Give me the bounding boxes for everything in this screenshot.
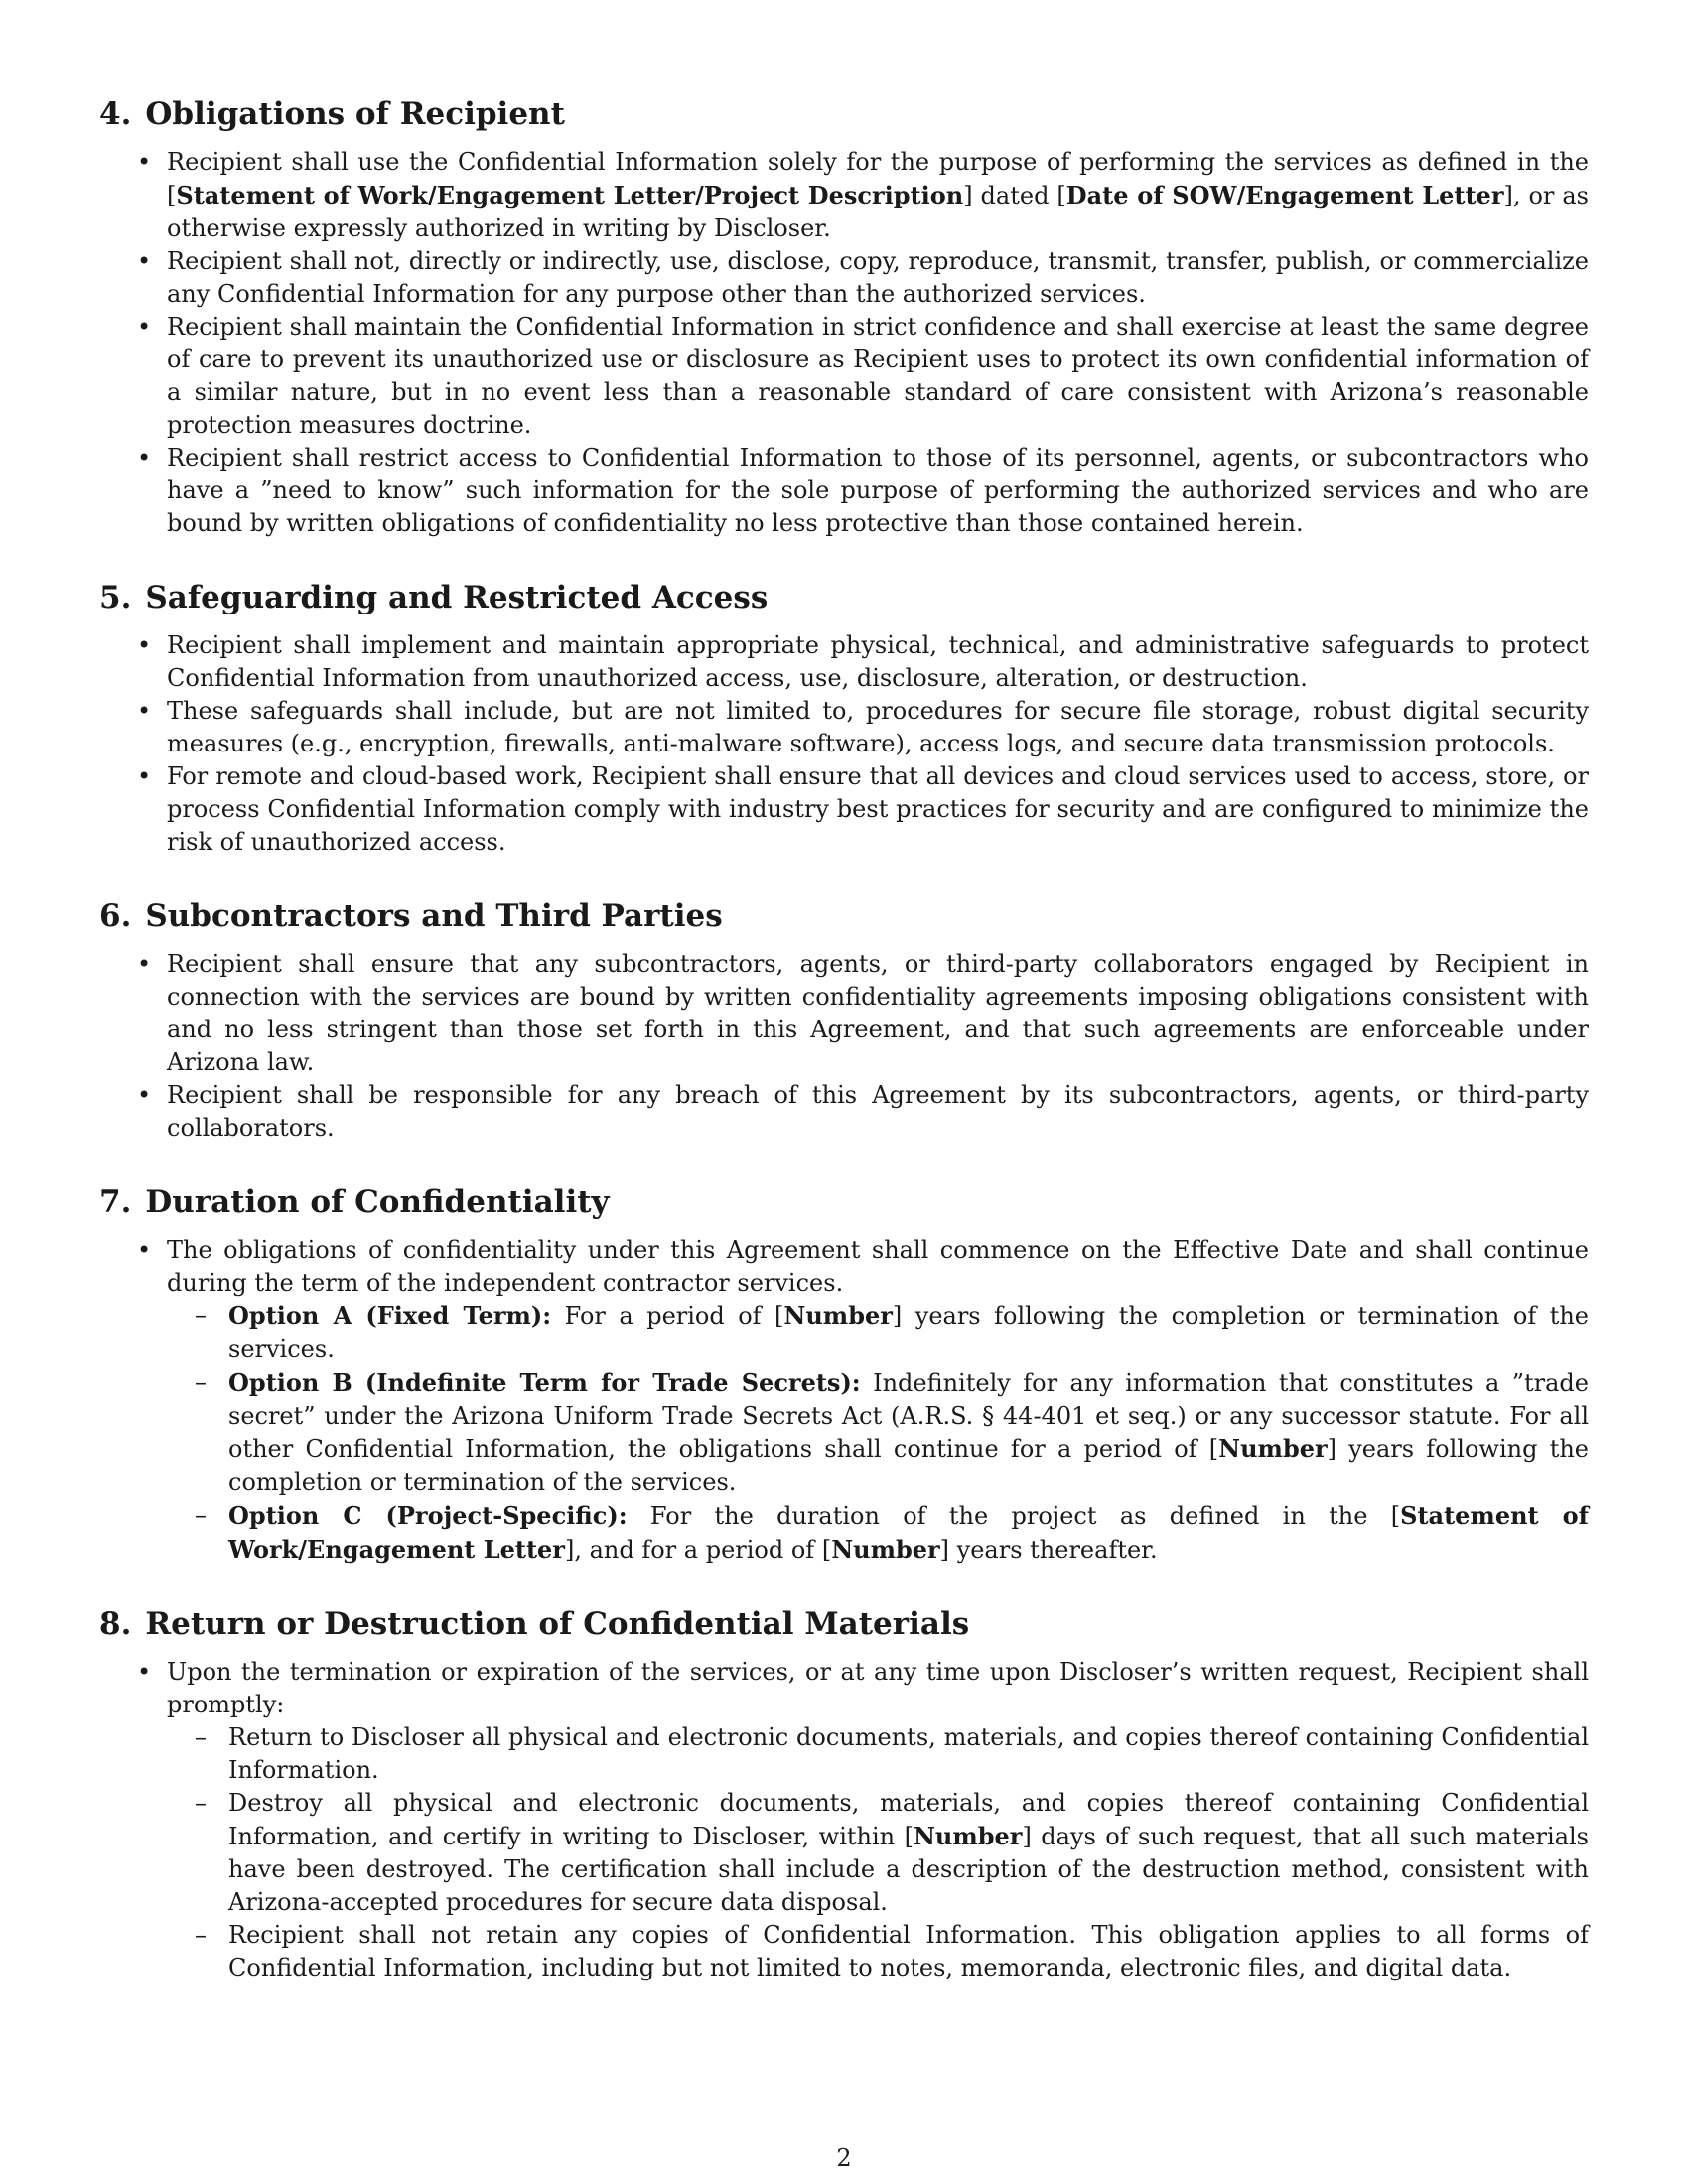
section-number: 8.: [99, 1606, 132, 1642]
section-5: [99, 578, 1589, 859]
text-run: Indefinitely for any information that constitutes a ”trade secret” under the Arizona Uniform Trade Secrets Act (A.R.S. § 44-401 et seq.) or any successor statute. For all other Confidential Information, the obligations shall continue for a period of [: [228, 1369, 1589, 1463]
list-item: [99, 1079, 1589, 1145]
bold-text: Date of SOW/Engagement Letter: [1065, 181, 1504, 209]
sub-list-item: [167, 1787, 1589, 1919]
text-run: Upon the termination or expiration of the services, or at any time upon Discloser’s written request, Recipient shall promptly:: [167, 1658, 1589, 1718]
section-heading: [99, 1604, 1589, 1644]
text-run: ] days of such request, that all such materials have been destroyed. The certification shall include a description of the destruction method, consistent with Arizona-accepted procedures for secure data disposal.: [228, 1823, 1589, 1916]
section-heading: [99, 578, 1589, 617]
text-run: ] years following the completion or termination of the services.: [228, 1435, 1589, 1496]
list-item: [99, 442, 1589, 540]
list-item: [99, 695, 1589, 760]
section-heading: [99, 94, 1589, 134]
section-heading: [99, 1182, 1589, 1222]
sub-list-item: [167, 1366, 1589, 1499]
text-run: For a period of [: [551, 1302, 784, 1330]
sub-list: [167, 1721, 1589, 1984]
list-item: [99, 146, 1589, 245]
text-run: For the duration of the project as defined in the [: [627, 1502, 1401, 1530]
bullet-list: [99, 629, 1589, 859]
text-run: ] years following the completion or termination of the services.: [228, 1302, 1589, 1363]
text-run: For remote and cloud-based work, Recipient shall ensure that all devices and cloud services used to access, store, or process Confidential Information comply with industry best practices for security and are configured to minimize the risk of unauthorized access.: [167, 762, 1589, 856]
text-run: Recipient shall maintain the Confidential Information in strict confidence and shall exercise at least the same degree of care to prevent its unauthorized use or disclosure as Recipient uses to protect its own confidential information of a similar nature, but in no event less than a reasonable standard of care consistent with Arizona’s reasonable protection measures doctrine.: [167, 313, 1589, 439]
bold-text: Number: [783, 1301, 893, 1330]
section-4: [99, 94, 1589, 540]
sub-list-item: [167, 1299, 1589, 1366]
bullet-list: [99, 146, 1589, 540]
section-heading: [99, 896, 1589, 936]
sub-list-item: [167, 1919, 1589, 1984]
bullet-list: [99, 1656, 1589, 1984]
text-run: Recipient shall ensure that any subcontractors, agents, or third-party collaborators engaged by Recipient in connection with the services are bound by written confidentiality agreements imposing obligations consistent with and no less stringent than those set forth in this Agreement, and that such agreements are enforceable under Arizona law.: [167, 950, 1589, 1076]
bullet-list: [99, 1234, 1589, 1567]
section-title: Return or Destruction of Confidential Materials: [145, 1606, 970, 1642]
text-run: Return to Discloser all physical and electronic documents, materials, and copies thereof containing Confidential Information.: [228, 1723, 1589, 1784]
bold-text: Number: [913, 1822, 1023, 1850]
text-run: ] dated [: [963, 182, 1066, 209]
section-title: Obligations of Recipient: [145, 96, 565, 132]
text-run: The obligations of confidentiality under this Agreement shall commence on the Effective Date and shall continue during the term of the independent contractor services.: [167, 1236, 1589, 1297]
list-item: [99, 629, 1589, 695]
page-number: 2: [836, 2144, 852, 2172]
section-number: 6.: [99, 898, 132, 934]
bold-text: Option C (Project-Specific):: [228, 1501, 628, 1530]
text-run: Recipient shall not retain any copies of Confidential Information. This obligation applies to all forms of Confidential Information, including but not limited to notes, memoranda, electronic files, and digital data.: [228, 1921, 1589, 1981]
text-run: ], and for a period of [: [564, 1536, 832, 1564]
section-8: [99, 1604, 1589, 1984]
section-number: 7.: [99, 1184, 132, 1220]
list-item: [99, 948, 1589, 1079]
section-title: Duration of Confidentiality: [145, 1184, 610, 1220]
text-run: Destroy all physical and electronic documents, materials, and copies thereof containing Confidential Information, and certify in writing to Discloser, within [: [228, 1789, 1589, 1850]
list-item: [99, 1656, 1589, 1984]
document-page: [99, 94, 1589, 2022]
text-run: Recipient shall not, directly or indirectly, use, disclose, copy, reproduce, transmit, transfer, publish, or commercialize any Confidential Information for any purpose other than the authorized services.: [167, 247, 1589, 308]
text-run: ], or as otherwise expressly authorized in writing by Discloser.: [167, 182, 1589, 242]
section-title: Subcontractors and Third Parties: [145, 898, 723, 934]
text-run: These safeguards shall include, but are not limited to, procedures for secure file storage, robust digital security measures (e.g., encryption, firewalls, anti-malware software), access logs, and secure data transmission protocols.: [167, 697, 1589, 757]
section-title: Safeguarding and Restricted Access: [145, 580, 769, 615]
text-run: Recipient shall use the Confidential Information solely for the purpose of performing the services as defined in the [: [167, 148, 1589, 209]
sub-list-item: [167, 1499, 1589, 1567]
text-run: Recipient shall be responsible for any breach of this Agreement by its subcontractors, agents, or third-party collaborators.: [167, 1081, 1589, 1142]
sub-list-item: [167, 1721, 1589, 1787]
text-run: ] years thereafter.: [939, 1536, 1158, 1564]
list-item: [99, 311, 1589, 442]
text-run: Recipient shall restrict access to Confidential Information to those of its personnel, agents, or subcontractors who have a ”need to know” such information for the sole purpose of performing the authorized services and who are bound by written obligations of confidentiality no less protective than those contained herein.: [167, 444, 1589, 537]
section-number: 4.: [99, 96, 132, 132]
sub-list: [167, 1299, 1589, 1567]
list-item: [99, 245, 1589, 311]
bold-text: Number: [1218, 1434, 1328, 1463]
bold-text: Statement of Work/Engagement Letter: [228, 1501, 1590, 1564]
list-item: [99, 760, 1589, 859]
bold-text: Statement of Work/Engagement Letter/Project Description: [176, 181, 964, 209]
section-number: 5.: [99, 580, 132, 615]
text-run: Recipient shall implement and maintain appropriate physical, technical, and administrative safeguards to protect Confidential Information from unauthorized access, use, disclosure, alteration, or destruction.: [167, 631, 1589, 692]
section-7: [99, 1182, 1589, 1567]
bold-text: Option A (Fixed Term):: [228, 1301, 552, 1330]
section-6: [99, 896, 1589, 1145]
bold-text: Option B (Indefinite Term for Trade Secrets):: [228, 1368, 861, 1397]
list-item: [99, 1234, 1589, 1567]
bullet-list: [99, 948, 1589, 1145]
bold-text: Number: [831, 1535, 940, 1564]
